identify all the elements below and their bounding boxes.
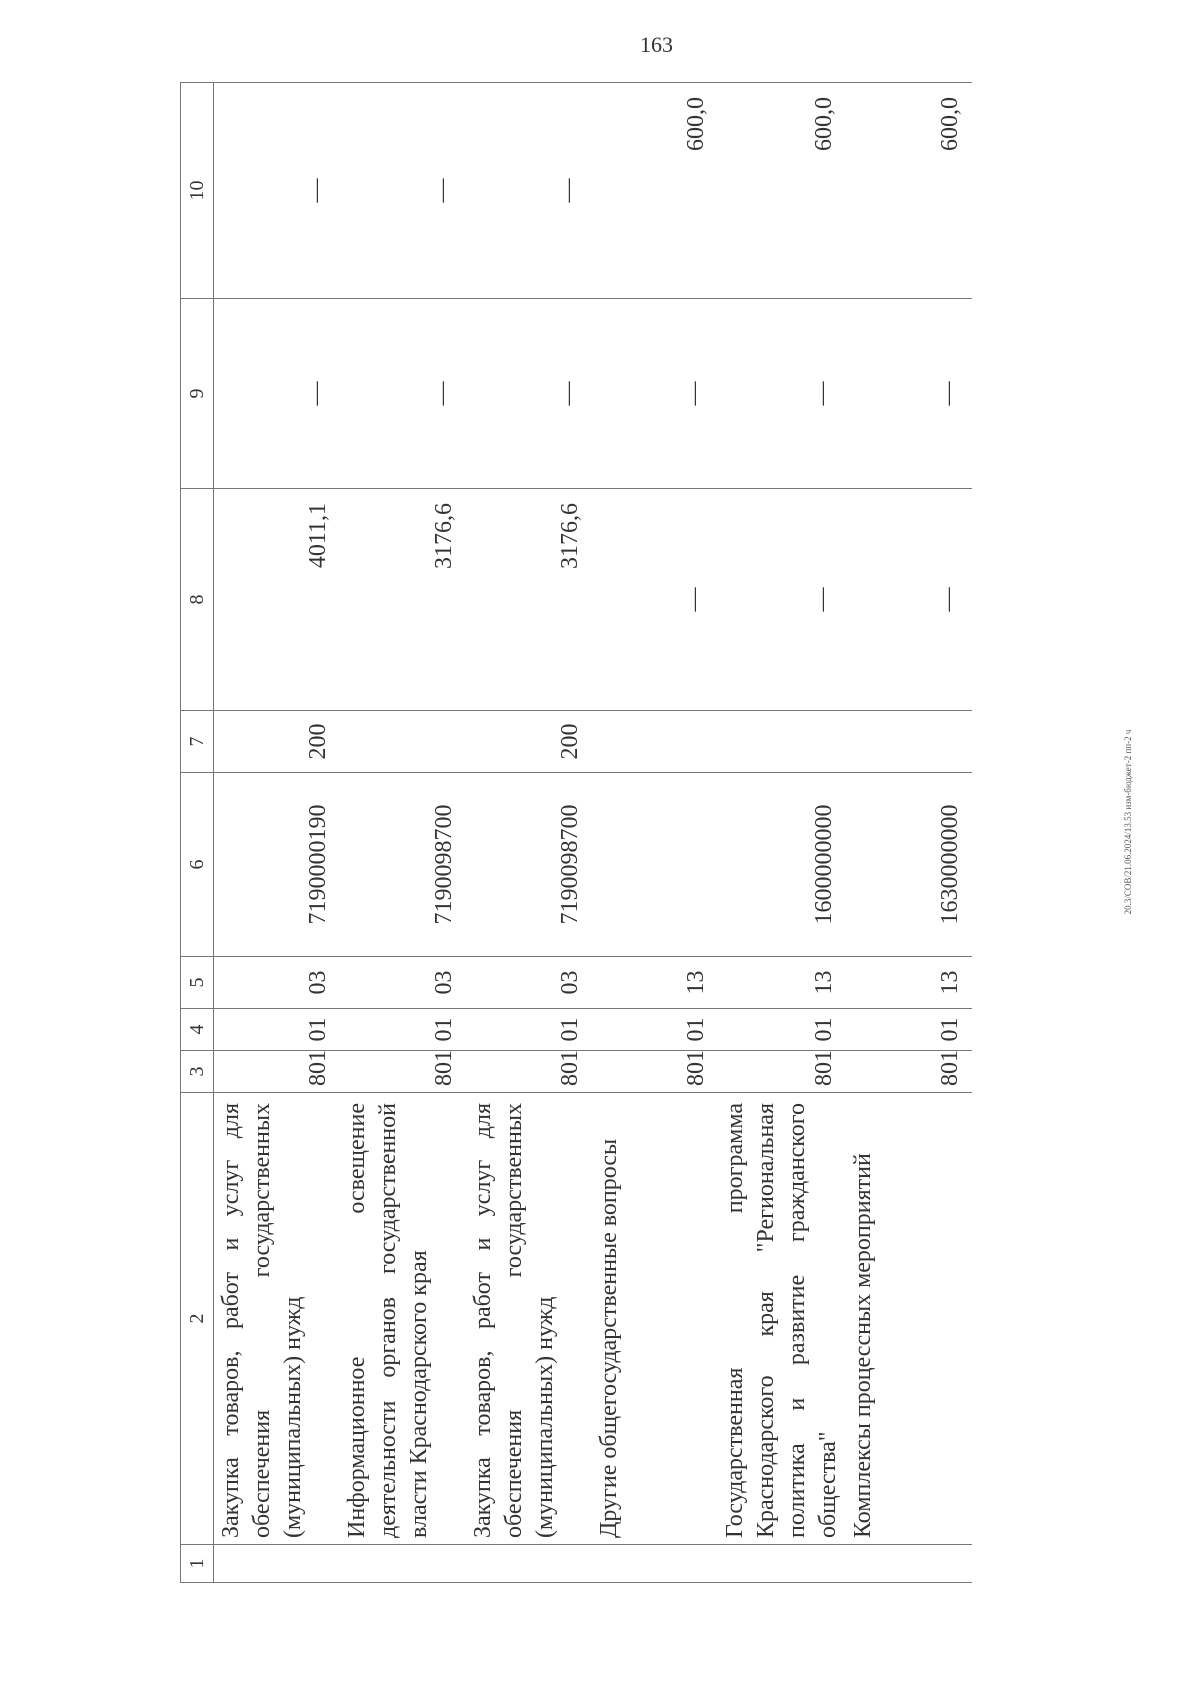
cell-col-9: — bbox=[846, 299, 972, 489]
cell-col-3: 801 bbox=[466, 1051, 592, 1093]
cell-col-8: 3176,6 bbox=[340, 489, 466, 711]
cell-col-5: 13 bbox=[592, 957, 718, 1009]
cell-col-4: 01 bbox=[846, 1009, 972, 1051]
cell-col-5: 13 bbox=[846, 957, 972, 1009]
cell-col-10: — bbox=[340, 83, 466, 299]
cell-col-5: 03 bbox=[466, 957, 592, 1009]
cell-col-3: 801 bbox=[592, 1051, 718, 1093]
table-row bbox=[466, 83, 592, 1583]
header-col-7: 7 bbox=[181, 711, 214, 773]
cell-col-8: 4011,1 bbox=[214, 489, 341, 711]
cell-col-9: — bbox=[718, 299, 846, 489]
cell-col-4: 01 bbox=[214, 1009, 341, 1051]
cell-col-9: — bbox=[340, 299, 466, 489]
cell-col-9: — bbox=[214, 299, 341, 489]
rotated-table-canvas bbox=[180, 83, 963, 1583]
cell-col-7 bbox=[846, 711, 972, 773]
cell-col-3: 801 bbox=[340, 1051, 466, 1093]
header-col-2: 2 bbox=[181, 1093, 214, 1545]
header-col-1: 1 bbox=[181, 1545, 214, 1583]
document-stamp-text: 20.3/СОВ/21.06.2024/13.53 изм-бюджет-2 пп-2 ч bbox=[1123, 729, 1133, 915]
table-row bbox=[340, 83, 466, 1583]
cell-description: Комплексы процессных мероприятий bbox=[846, 1093, 972, 1545]
table-header-row bbox=[181, 83, 214, 1583]
cell-col-1 bbox=[214, 1545, 341, 1583]
cell-col-7: 200 bbox=[466, 711, 592, 773]
cell-col-4: 01 bbox=[592, 1009, 718, 1051]
cell-col-5: 13 bbox=[718, 957, 846, 1009]
cell-col-1 bbox=[718, 1545, 846, 1583]
cell-col-10: 600,0 bbox=[592, 83, 718, 299]
cell-col-7 bbox=[718, 711, 846, 773]
cell-col-8: — bbox=[718, 489, 846, 711]
cell-col-9: — bbox=[466, 299, 592, 489]
cell-col-10: 600,0 bbox=[846, 83, 972, 299]
cell-description: Закупка товаров, работ и услуг для обеспечения государственных (муниципальных) нужд bbox=[214, 1093, 341, 1545]
cell-description: Государственная программа Краснодарского края "Региональная политика и развитие гражданского общества" bbox=[718, 1093, 846, 1545]
cell-col-3: 801 bbox=[846, 1051, 972, 1093]
cell-col-6 bbox=[592, 773, 718, 957]
header-col-3: 3 bbox=[181, 1051, 214, 1093]
cell-col-5: 03 bbox=[214, 957, 341, 1009]
cell-col-5: 03 bbox=[340, 957, 466, 1009]
table-row bbox=[214, 83, 341, 1583]
cell-col-6: 1600000000 bbox=[718, 773, 846, 957]
header-col-6: 6 bbox=[181, 773, 214, 957]
cell-col-10: — bbox=[466, 83, 592, 299]
cell-col-10: 600,0 bbox=[718, 83, 846, 299]
header-col-10: 10 bbox=[181, 83, 214, 299]
table-row bbox=[592, 83, 718, 1583]
cell-col-3: 801 bbox=[718, 1051, 846, 1093]
cell-col-6: 7190098700 bbox=[340, 773, 466, 957]
cell-col-8: — bbox=[592, 489, 718, 711]
cell-col-4: 01 bbox=[466, 1009, 592, 1051]
header-col-8: 8 bbox=[181, 489, 214, 711]
cell-col-6: 7190098700 bbox=[466, 773, 592, 957]
cell-description: Закупка товаров, работ и услуг для обеспечения государственных (муниципальных) нужд bbox=[466, 1093, 592, 1545]
page-number: 163 bbox=[640, 32, 673, 57]
cell-col-10: — bbox=[214, 83, 341, 299]
header-col-4: 4 bbox=[181, 1009, 214, 1051]
cell-col-1 bbox=[592, 1545, 718, 1583]
cell-col-9: — bbox=[592, 299, 718, 489]
cell-col-8: 3176,6 bbox=[466, 489, 592, 711]
cell-col-7 bbox=[592, 711, 718, 773]
cell-col-1 bbox=[466, 1545, 592, 1583]
cell-description: Другие общегосударственные вопросы bbox=[592, 1093, 718, 1545]
cell-col-8: — bbox=[846, 489, 972, 711]
cell-col-1 bbox=[340, 1545, 466, 1583]
cell-col-3: 801 bbox=[214, 1051, 341, 1093]
table-row bbox=[846, 83, 972, 1583]
header-col-5: 5 bbox=[181, 957, 214, 1009]
table-row bbox=[718, 83, 846, 1583]
cell-col-7: 200 bbox=[214, 711, 341, 773]
cell-col-4: 01 bbox=[718, 1009, 846, 1051]
cell-description: Информационное освещение деятельности органов государственной власти Краснодарского края bbox=[340, 1093, 466, 1545]
cell-col-1 bbox=[846, 1545, 972, 1583]
document-stamp bbox=[1118, 729, 1138, 915]
cell-col-7 bbox=[340, 711, 466, 773]
header-col-9: 9 bbox=[181, 299, 214, 489]
budget-table bbox=[180, 82, 972, 1583]
cell-col-6: 1630000000 bbox=[846, 773, 972, 957]
cell-col-4: 01 bbox=[340, 1009, 466, 1051]
cell-col-6: 7190000190 bbox=[214, 773, 341, 957]
